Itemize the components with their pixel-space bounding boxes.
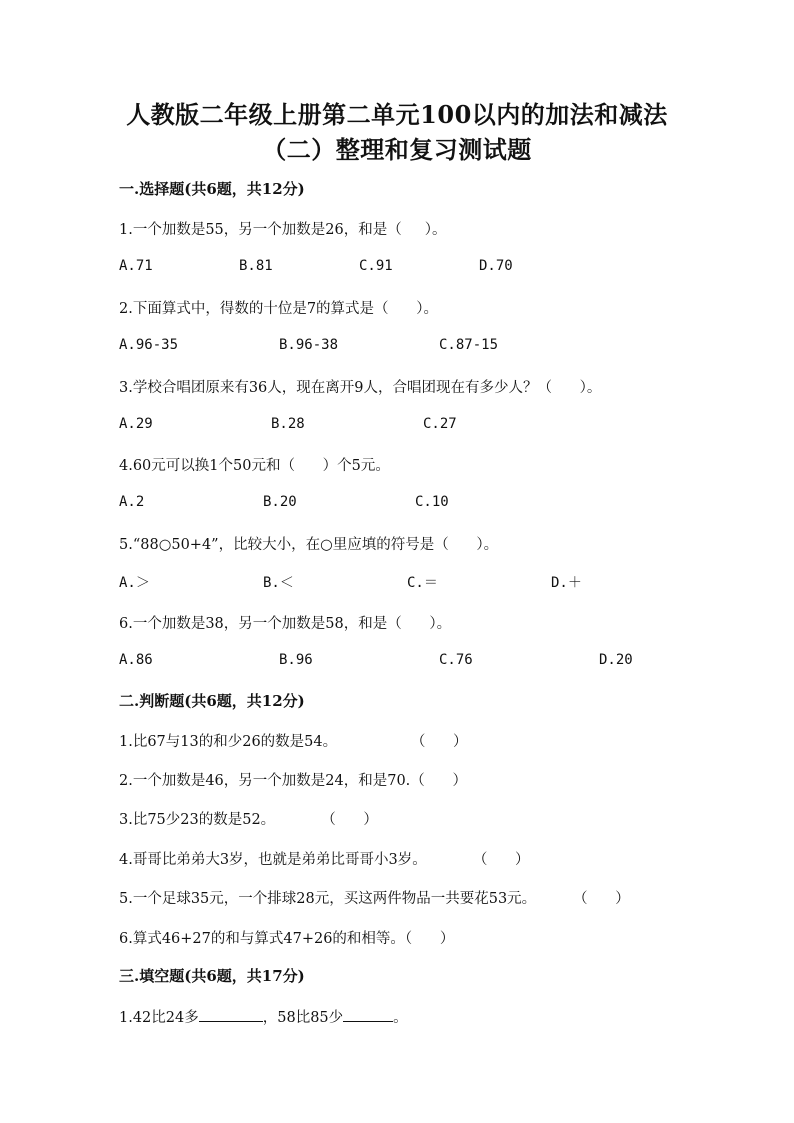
judgement-item: 2.一个加数是46，另一个加数是24，和是70.（ ） [119, 773, 467, 789]
question-text: 2.下面算式中，得数的十位是7的算式是（ ）。 [119, 301, 438, 317]
question-text: 3.学校合唱团原来有36人，现在离开9人，合唱团现在有多少人？（ ）。 [119, 380, 602, 396]
page-title-line-2: （二）整理和复习测试题 [262, 135, 532, 164]
option-c: C.76 [439, 652, 473, 668]
question-text: 4.60元可以换1个50元和（ ）个5元。 [119, 458, 390, 474]
judgement-item: 4.哥哥比弟弟大3岁，也就是弟弟比哥哥小3岁。 （ ） [119, 852, 530, 868]
judgement-item: 6.算式46+27的和与算式47+26的和相等。（ ） [119, 931, 455, 947]
option-b: B.20 [263, 494, 297, 510]
fill-text: 1.42比24多 [119, 1010, 199, 1026]
fill-text: ，58比85少 [262, 1010, 344, 1026]
option-a: A.29 [119, 416, 153, 432]
judgement-item: 1.比67与13的和少26的数是54。 （ ） [119, 734, 468, 750]
option-a: A.86 [119, 652, 153, 668]
option-b: B.＜ [263, 575, 294, 591]
section-heading-judgement: 二.判断题(共6题，共12分) [119, 692, 305, 710]
option-d: D.20 [599, 652, 633, 668]
question-text: 5.“88○50+4”，比较大小，在○里应填的符号是（ ）。 [119, 537, 499, 553]
option-c: C.87-15 [439, 337, 499, 353]
judgement-item: 5.一个足球35元，一个排球28元，买这两件物品一共要花53元。 （ ） [119, 891, 630, 907]
option-b: B.81 [239, 258, 273, 274]
option-b: B.28 [271, 416, 305, 432]
option-c: C.10 [415, 494, 449, 510]
page-title-line-1: 人教版二年级上册第二单元100以内的加法和减法 [126, 100, 668, 129]
answer-blank[interactable] [199, 1007, 263, 1022]
option-a: A.96-35 [119, 337, 179, 353]
question-text: 6.一个加数是38，另一个加数是58，和是（ ）。 [119, 616, 452, 632]
section-heading-choice: 一.选择题(共6题，共12分) [119, 180, 305, 198]
section-heading-fill-in: 三.填空题(共6题，共17分) [119, 967, 305, 985]
option-a: A.71 [119, 258, 153, 274]
option-c: C.27 [423, 416, 457, 432]
answer-blank[interactable] [343, 1007, 393, 1022]
option-d: D.70 [479, 258, 513, 274]
option-a: A.2 [119, 494, 145, 510]
option-c: C.＝ [407, 575, 438, 591]
question-text: 1.一个加数是55，另一个加数是26，和是（ ）。 [119, 222, 447, 238]
fill-text: 。 [393, 1010, 408, 1026]
option-a: A.＞ [119, 575, 150, 591]
option-b: B.96-38 [279, 337, 339, 353]
option-c: C.91 [359, 258, 393, 274]
option-d: D.＋ [551, 575, 582, 591]
option-b: B.96 [279, 652, 313, 668]
judgement-item: 3.比75少23的数是52。 （ ） [119, 812, 378, 828]
fill-question-1 [119, 1006, 408, 1027]
